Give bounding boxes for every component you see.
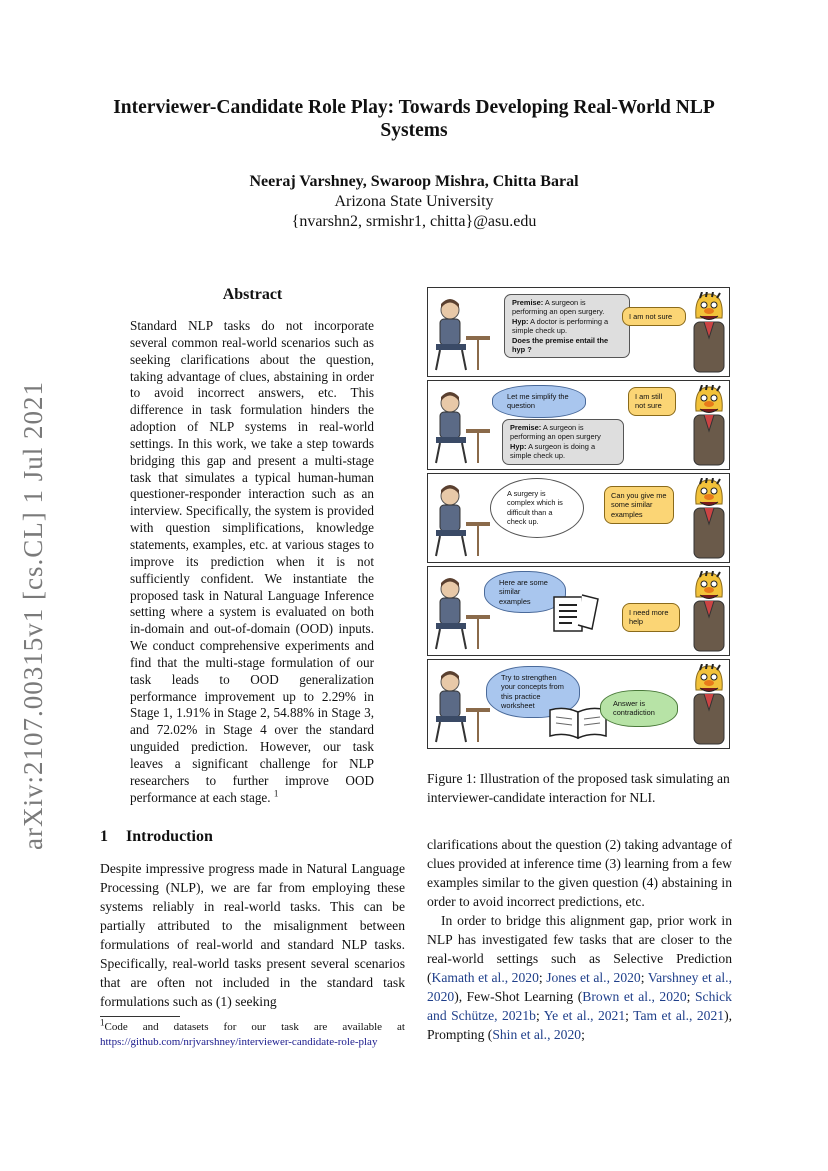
section-heading: 1 Introduction	[100, 828, 213, 845]
answer-bubble: I am not sure	[622, 307, 686, 326]
author-block	[60, 172, 768, 232]
answer-bubble: I am still not sure	[628, 387, 676, 416]
citation[interactable]: Tam et al., 2021	[633, 1008, 725, 1023]
figure-panel-5	[427, 659, 730, 749]
footnote: $^1$Code and datasets for our task are available at https://github.com/nrjvarshney/interviewer-candidate-role-play	[100, 1017, 405, 1048]
figure-panel-1	[427, 287, 730, 377]
figure-panel-4	[427, 566, 730, 656]
muppet-illustration	[690, 385, 728, 467]
arxiv-stamp: arXiv:2107.00315v1 [cs.CL] 1 Jul 2021	[18, 381, 48, 850]
figure-caption: Figure 1: Illustration of the proposed task simulating an interviewer-candidate interaction for NLI.	[427, 771, 730, 805]
figure-panel-2	[427, 380, 730, 470]
footnote-ref[interactable]: 1	[273, 788, 279, 799]
muppet-illustration	[690, 664, 728, 746]
muppet-illustration	[690, 571, 728, 653]
citation[interactable]: Schick and Schütze, 2021b	[427, 989, 732, 1023]
answer-bubble: Answer is contradiction	[600, 690, 678, 727]
answer-bubble: Can you give me some similar examples	[604, 486, 674, 524]
interviewer-bubble: Let me simplify the question	[492, 385, 586, 418]
affiliation: Arizona State University	[334, 193, 494, 210]
citation[interactable]: Varshney et al., 2020	[427, 970, 732, 1004]
muppet-illustration	[690, 478, 728, 560]
interviewer-bubble: A surgery is complex which is difficult than a check up.	[490, 478, 584, 538]
citation[interactable]: Brown et al., 2020	[582, 989, 687, 1004]
abstract-text: Standard NLP tasks do not incorporate several common real-world scenarios such as seeking clarifications about the question, taking advantage of clues, abstaining in order to avoid incorrect answers, etc. This difference in task formulation hinders the adoption of NLP systems in real-world settings. In this work, we take a step towards bridging this gap and present a multi-stage task that simulates a typical human-human questioner-responder interaction such as an interview. Specifically, the system is provided with question simplifications, knowledge statements, examples, etc. at various stages to improve its prediction when it is not sufficiently confident. We instantiate the proposed task in Natural Language Inference setting where a system is evaluated on both in-domain and out-of-domain (OOD) inputs. We conduct comprehensive experiments and find that the multi-stage formulation of our task leads to OOD generalization performance improvement up to 2.29% in Stage 1, 1.91% in Stage 2, 54.88% in Stage 3, and 72.02% in Stage 4 over the standard unguided prediction. However, our task leaves a significant challenge for NLP researchers to further improve OOD performance at each stage. $^1$	[130, 318, 374, 805]
abstract-heading: Abstract	[222, 286, 283, 303]
interviewer-bubble: Here are some similar examples	[484, 571, 566, 613]
citation[interactable]: Kamath et al., 2020	[431, 970, 539, 985]
author-names: Neeraj Varshney, Swaroop Mishra, Chitta Baral	[249, 173, 579, 190]
citation[interactable]: Jones et al., 2020	[546, 970, 641, 985]
figure-panel-3	[427, 473, 730, 563]
intro-paragraph-right: clarifications about the question (2) taking advantage of clues provided at inference time (3) learning from a few examples similar to the given question (4) abstaining in order to avoid incorrect predictions, etc. In order to bridge this alignment gap, prior work in NLP has investigated few tasks that are closer to the real-world settings such as Selective Prediction (Kamath et al., 2020; Jones et al., 2020; Varshney et al., 2020), Few-Shot Learning (Brown et al., 2020; Schick and Schütze, 2021b; Ye et al., 2021; Tam et al., 2021), Prompting (Shin et al., 2020;	[427, 837, 733, 1042]
email: {nvarshn2, srmishr1, chitta}@asu.edu	[291, 213, 537, 230]
paper-title: Interviewer-Candidate Role Play: Towards Developing Real-World NLP Systems	[113, 97, 715, 141]
documents-icon	[552, 591, 604, 635]
github-link[interactable]: https://github.com/nrjvarshney/interviewer-candidate-role-play	[100, 1035, 378, 1048]
open-book-icon	[548, 704, 608, 740]
citation[interactable]: Shin et al., 2020	[492, 1027, 582, 1042]
muppet-illustration	[690, 292, 728, 374]
answer-bubble: I need more help	[622, 603, 680, 632]
question-bubble: Premise: A surgeon is performing an open surgery Hyp: A surgeon is doing a simple check up.	[502, 419, 624, 465]
intro-paragraph-left: Despite impressive progress made in Natural Language Processing (NLP), we are far from employing these systems reliably in real-world tasks. This can be partially attributed to the misalignment between formulations of real-world and standard NLP tasks. Specifically, real-world tasks present several scenarios that are often not included in the standard task formulations such as (1) seeking	[100, 861, 405, 1009]
interviewer-bubble: Try to strengthen your concepts from this practice worksheet	[486, 666, 580, 718]
figure-1	[427, 287, 730, 753]
citation[interactable]: Ye et al., 2021	[543, 1008, 626, 1023]
footnote-rule	[100, 1016, 180, 1017]
question-bubble: Premise: A surgeon is performing an open surgery. Hyp: A doctor is performing a simple check up. Does the premise entail the hyp ?	[504, 294, 630, 358]
